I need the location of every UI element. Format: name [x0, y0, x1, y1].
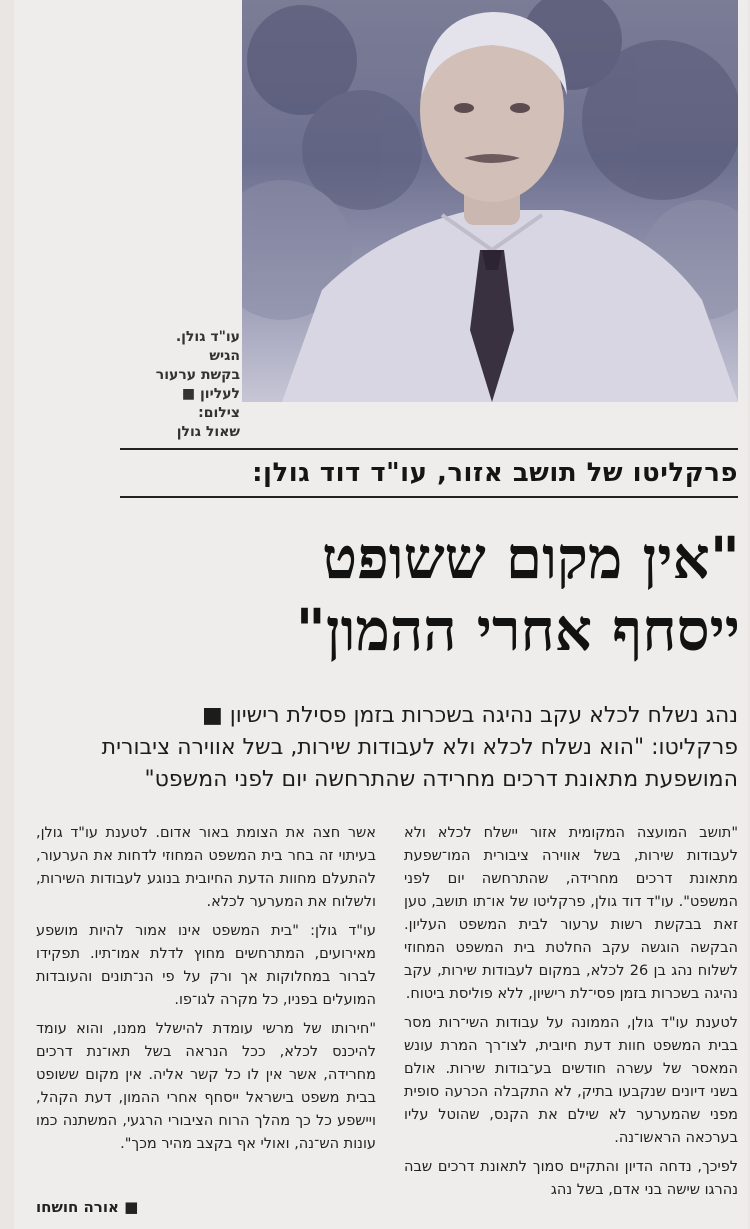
paragraph: לפיכך, נדחה הדיון והתקיים סמוך לתאונת דרכים שבה נהרגו שישה בני אדם, בשל נהג [404, 1159, 738, 1198]
article-kicker: פרקליטו של תושב אזור, עו"ד דוד גולן: [120, 448, 738, 498]
headline-line-2: ייסחף אחרי ההמון" [295, 596, 740, 664]
article-column-right [404, 822, 738, 1208]
subhead-line-1: נהג נשלח לכלא עקב נהיגה בשכרות בזמן פסילת רישיון ■ [201, 703, 738, 728]
author-byline: ■ אורה חושחו [36, 1198, 139, 1216]
caption-line: שאול גולן [176, 424, 240, 440]
article-column-left [36, 822, 376, 1162]
caption-line: לעליון ■ צילום: [181, 386, 240, 421]
photo-caption [148, 328, 240, 442]
caption-line: בקשת ערעור [155, 367, 240, 383]
article-subhead [28, 700, 738, 796]
subhead-line-2: פרקליטו: "הוא נשלח לכלא ולא לעבודות שירות, בשל אווירה ציבורית [101, 735, 738, 760]
portrait-illustration [242, 0, 738, 402]
article-headline [170, 522, 740, 666]
paragraph: עו"ד גולן: "בית המשפט אינו אמור להיות מושפע מאירועים, המתרחשים מחוץ לדלת אמו־תיו. תפקידו לברור במחלוקות אך ורק על פי הנ־תונים והעובדות המועלים בפניו, כל מקרה לגו־פו. [36, 923, 376, 1008]
paragraph: "תושב המועצה המקומית אזור יישלח לכלא ולא לעבודות שירות, בשל אווירה ציבורית המו־שפעת מתאונת דרכים מחרידה, שהתרחשה יום לפני המשפט". עו"ד דוד גולן, פרקליטו של או־תו תושב, טען זאת בבקשת רשות ערעור לבית המשפט העליון. הבקשה הוגשה עקב החלטת בית המשפט המחוזי לשלוח נהג בן 26 לכלא, במקום לעבודות שירות, עקב נהיגה בשכרות בזמן פסי־לת רישיון, ללא פוליסת ביטוח. [404, 825, 738, 1002]
paragraph: לטענת עו"ד גולן, הממונה על עבודות השי־רות מסר בבית המשפט חוות דעת חיובית, לצו־רך המרת עונש המאסר של עשרה חודשים בע־בודות שירות. אולם בשני דיונים שנקבעו בתיק, לא התקבלה הכרעה סופית מפני שהמערער לא שילם את הקנס, שהוטל עליו בערכאה הראשו־נה. [404, 1015, 738, 1146]
subhead-line-3: המושפעת מתאונת דרכים מחרידה שהתרחשה יום לפני המשפט" [144, 767, 738, 792]
headline-line-1: "אין מקום ששופט [322, 524, 740, 592]
portrait-photo [242, 0, 738, 402]
paragraph: אשר חצה את הצומת באור אדום. לטענת עו"ד גולן, בעיתוי זה בחר בית המשפט המחוזי לדחות את הערעור, להתעלם מחוות הדעת החיובית בנוגע לעבודות השירות, ולשלוח את המערער לכלא. [36, 825, 376, 910]
caption-line: עו"ד גולן. הגיש [175, 329, 240, 364]
paragraph: "חירותו של מרשי עומדת להישלל ממנו, והוא עומד להיכנס לכלא, ככל הנראה בשל תאו־נת דרכים מחרידה, אשר אין לו כל קשר אליה. אין מקום ששופט בבית משפט בישראל ייסחף אחרי ההמון, דעת הקהל, ויישפע כל כך מהלך הרוח הציבורי הרגעי, המשתנה כמו עונות הש־נה, ואולי אף בקצב מהיר מכך". [36, 1021, 376, 1152]
